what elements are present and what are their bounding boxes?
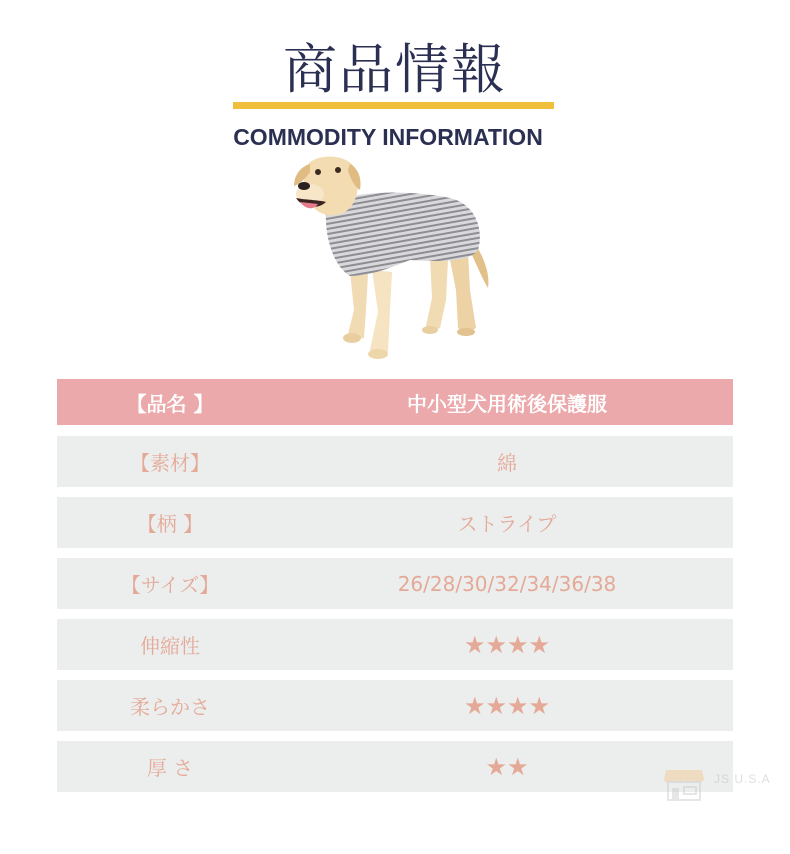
spec-row-name <box>57 379 733 425</box>
spec-label: 【品名 】 <box>126 391 214 416</box>
spec-row-material <box>57 436 733 487</box>
spec-row-size <box>57 558 733 609</box>
page-subtitle: COMMODITY INFORMATION <box>233 124 543 150</box>
product-dog-image <box>280 150 500 364</box>
spec-row-pattern <box>57 497 733 548</box>
spec-label: 【サイズ】 <box>120 573 220 597</box>
title-underline <box>233 102 554 109</box>
spec-label: 柔らかさ <box>130 695 210 719</box>
star-rating: ★★★★ <box>463 691 551 720</box>
spec-value: 中小型犬用術後保護服 <box>407 391 607 416</box>
spec-label: 厚 さ <box>146 756 194 780</box>
spec-value: 26/28/30/32/34/36/38 <box>397 571 617 596</box>
spec-row-thickness <box>57 741 733 792</box>
spec-row-stretch <box>57 619 733 670</box>
spec-label: 【柄 】 <box>136 512 204 536</box>
shop-icon <box>662 762 706 802</box>
page-title: 商品情報 <box>283 38 507 101</box>
spec-value: 綿 <box>497 451 517 475</box>
spec-label: 【素材】 <box>130 451 210 475</box>
spec-row-softness <box>57 680 733 731</box>
spec-value: ストライプ <box>457 512 557 536</box>
star-rating: ★★ <box>485 752 529 781</box>
star-rating: ★★★★ <box>463 630 551 659</box>
watermark-logo <box>662 762 772 802</box>
watermark-text: JS U.S.A <box>714 772 771 786</box>
spec-label: 伸縮性 <box>140 634 200 658</box>
